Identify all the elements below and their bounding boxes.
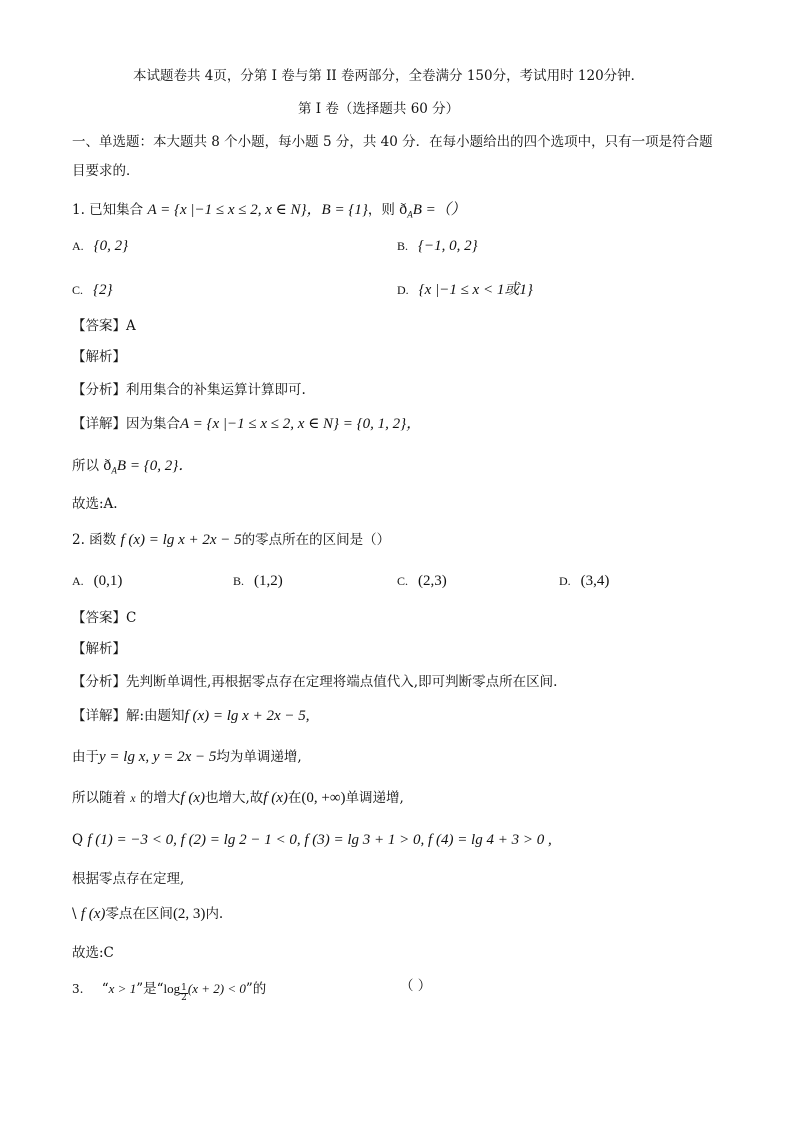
q1-detail-math: A = {x |−1 ≤ x ≤ 2, x ∈ N} = {0, 1, 2}， xyxy=(180,416,422,432)
question-1 xyxy=(72,200,466,225)
q2-step1-math: y = lg x, y = 2x − 5 xyxy=(99,749,217,765)
q2-step3-math: f (1) = −3 < 0, f (2) = lg 2 − 1 < 0, f (3) = lg 3 + 1 > 0, f (4) = lg 4 + 3 > 0 , xyxy=(87,832,552,848)
q1-analysis-tag: 【解析】 xyxy=(72,349,126,365)
q2-step3 xyxy=(72,830,552,850)
option-label: B. xyxy=(397,239,409,253)
q3-log-base xyxy=(180,984,188,1003)
q3-number: 3. xyxy=(72,982,84,996)
q2-option-c[interactable] xyxy=(397,571,447,591)
q1-analysis: 【分析】利用集合的补集运算计算即可. xyxy=(72,382,306,398)
option-text: {−1, 0, 2} xyxy=(418,238,478,254)
option-text: (2,3) xyxy=(418,573,447,589)
q2-step2 xyxy=(72,788,404,808)
q1-ask2: B =（） xyxy=(412,202,466,218)
q2-option-a[interactable] xyxy=(72,571,122,591)
q2-step1-post: 均为单调递增, xyxy=(216,749,302,765)
q2-option-b[interactable] xyxy=(233,571,283,591)
option-text: (0,1) xyxy=(93,573,123,589)
q2-answer: 【答案】C xyxy=(72,610,137,626)
q1-sub: A xyxy=(407,209,413,220)
option-label: A. xyxy=(72,574,84,588)
q2-step3-q: Q xyxy=(72,832,84,848)
question-2 xyxy=(72,530,390,550)
q2-option-d[interactable] xyxy=(559,571,609,591)
option-text: (1,2) xyxy=(254,573,283,589)
section-title-cont: 目要求的． xyxy=(72,163,140,179)
q2-step2-fx2: f (x) xyxy=(263,790,288,806)
option-label: C. xyxy=(72,283,84,297)
q2-step5 xyxy=(72,904,223,924)
q2-step2-mid: 的增大 xyxy=(139,790,181,806)
q2-analysis: 【分析】先判断单调性,再根据零点存在定理将端点值代入,即可判断零点所在区间. xyxy=(72,674,558,690)
option-label: B. xyxy=(233,574,245,588)
q2-conclusion: 故选:C xyxy=(72,945,114,961)
q1-option-b[interactable] xyxy=(397,236,478,256)
q3-base-num: 1 xyxy=(181,983,187,993)
option-text: {0, 2} xyxy=(93,238,129,254)
option-text: {2} xyxy=(93,282,113,298)
q2-step2-pre: 所以随着 xyxy=(72,790,126,806)
q1-result xyxy=(72,456,193,481)
q2-detail-tag: 【详解】解:由题知 xyxy=(72,708,185,724)
q1-ask: ，则 ð xyxy=(367,202,408,218)
q3-quote-close: ”的 xyxy=(245,981,267,997)
q3-log-arg: (x + 2) < 0 xyxy=(187,981,246,996)
q3-answer-paren: （ ） xyxy=(400,978,432,994)
q3-log: log xyxy=(163,981,181,996)
q1-result-sub: A xyxy=(111,465,117,476)
q2-step2-interval: (0, +∞) xyxy=(301,790,346,806)
question-3 xyxy=(72,976,266,1003)
q2-ask: 的零点所在的区间是（） xyxy=(241,532,391,548)
q2-number: 2. 函数 xyxy=(72,532,117,548)
option-label: A. xyxy=(72,239,84,253)
q2-func: f (x) = lg x + 2x − 5 xyxy=(120,532,242,548)
q2-step2-in: 在 xyxy=(287,790,302,806)
option-label: D. xyxy=(397,283,409,297)
q1-detail-tag: 【详解】因为集合 xyxy=(72,416,180,432)
q2-step2-mid2: 也增大,故 xyxy=(205,790,264,806)
q2-step5-mid: 零点在区间 xyxy=(105,906,173,922)
option-label: D. xyxy=(559,574,571,588)
option-text: (3,4) xyxy=(580,573,610,589)
q2-step5-post: 内. xyxy=(205,906,224,922)
q1-result-pre: 所以 ð xyxy=(72,458,112,474)
q2-step5-fx: f (x) xyxy=(80,906,106,922)
exam-intro: 本试题卷共 4页，分第 I 卷与第 II 卷两部分，全卷满分 150分，考试用时 120分钟． xyxy=(133,68,645,84)
q1-conclusion: 故选:A. xyxy=(72,496,118,512)
q1-number: 1. 已知集合 xyxy=(72,202,144,218)
q3-cond1: x > 1 xyxy=(108,981,137,996)
q2-step1 xyxy=(72,747,302,767)
part1-title: 第 I 卷（选择题共 60 分） xyxy=(298,101,460,117)
q2-step2-post: 单调递增, xyxy=(345,790,404,806)
q2-step2-x: x xyxy=(130,791,136,805)
q2-detail-math: f (x) = lg x + 2x − 5, xyxy=(184,708,310,724)
q2-detail xyxy=(72,706,309,726)
q2-step4: 根据零点存在定理, xyxy=(72,871,185,887)
q1-detail xyxy=(72,414,421,434)
q3-quote-open: “ xyxy=(101,981,109,997)
option-text: {x |−1 ≤ x < 1或1} xyxy=(418,282,533,298)
q1-set-b: ，B = {1} xyxy=(306,202,368,218)
q2-step5-interval: (2, 3) xyxy=(172,906,206,922)
section-title: 一、单选题：本大题共 8 个小题，每小题 5 分，共 40 分．在每小题给出的四个选项中，只有一项是符合题 xyxy=(72,134,713,150)
q1-option-d[interactable] xyxy=(397,280,533,300)
q3-base-den: 2 xyxy=(181,993,187,1003)
q2-step1-pre: 由于 xyxy=(72,749,99,765)
q1-set-a: A = {x |−1 ≤ x ≤ 2, x ∈ N} xyxy=(147,202,307,218)
q1-result-math: B = {0, 2}． xyxy=(116,458,194,474)
option-label: C. xyxy=(397,574,409,588)
q2-analysis-tag: 【解析】 xyxy=(72,641,126,657)
q3-quote-mid: ”是“ xyxy=(136,981,164,997)
q1-option-c[interactable] xyxy=(72,280,113,300)
q2-step2-fx: f (x) xyxy=(180,790,205,806)
q2-step5-pre: \ xyxy=(72,906,77,922)
q1-option-a[interactable] xyxy=(72,236,128,256)
q1-answer: 【答案】A xyxy=(72,318,136,334)
